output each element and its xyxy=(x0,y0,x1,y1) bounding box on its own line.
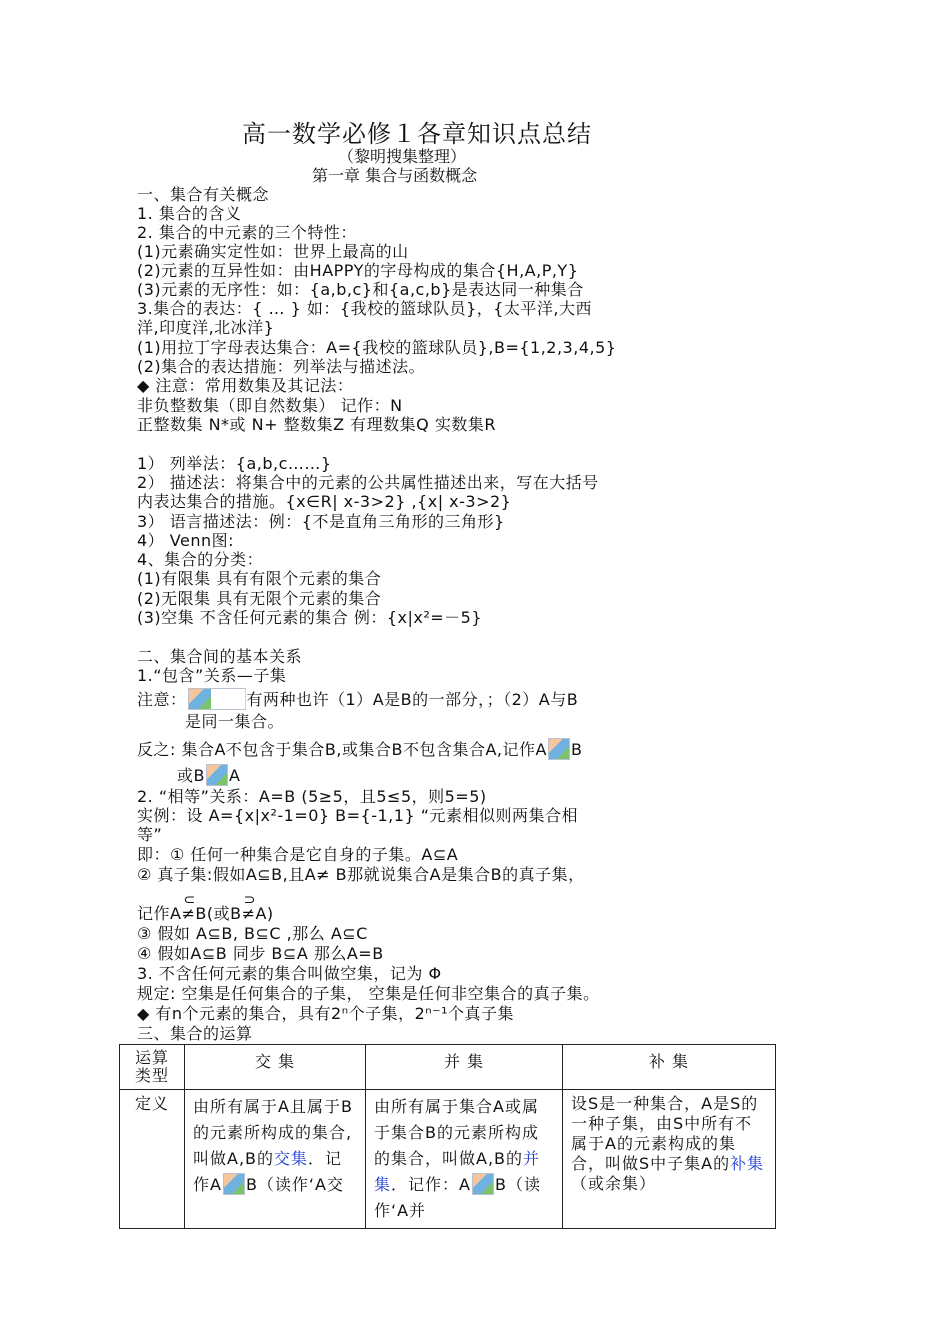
subset-ne-symbol: ⊂ ≠ xyxy=(181,892,196,923)
reverse-line xyxy=(177,764,240,786)
reverse-text: 反之: 集合A不包含于集合B,或集合B不包含集合A,记作A xyxy=(137,740,547,759)
document-title: 高一数学必修１各章知识点总结 xyxy=(242,120,592,148)
image-placeholder-icon xyxy=(188,688,246,710)
text-line: (2)集合的表达措施：列举法与描述法。 xyxy=(137,357,426,376)
image-placeholder-icon xyxy=(206,764,228,786)
text-line: 3. 不含任何元素的集合叫做空集，记为 Φ xyxy=(137,964,442,983)
table-cell: 定义 xyxy=(120,1090,185,1229)
text-line: 规定: 空集是任何集合的子集， 空集是任何非空集合的真子集。 xyxy=(137,984,600,1003)
proper-text: A) xyxy=(255,904,274,923)
text-line: 内表达集合的措施。{x∈R| x-3>2} ,{x| x-3>2} xyxy=(137,492,512,511)
table-header: 交 集 xyxy=(185,1045,366,1090)
image-placeholder-icon xyxy=(223,1173,245,1195)
proper-text: 记作A xyxy=(137,904,182,923)
text-line: 正整数集 N*或 N+ 整数集Z 有理数集Q 实数集R xyxy=(137,415,496,434)
cell-text: 由所有属于集合A或属于集合B的元素所构成的集合，叫做A,B的 xyxy=(374,1097,539,1168)
cell-text: B（读作‘A并 xyxy=(374,1175,541,1220)
text-line: 洋,印度洋,北冰洋} xyxy=(137,318,275,337)
text-line: 4、集合的分类： xyxy=(137,550,264,569)
section-heading: 三、集合的运算 xyxy=(137,1024,253,1043)
chapter-heading: 第一章 集合与函数概念 xyxy=(312,166,478,185)
set-operations-table xyxy=(119,1044,776,1229)
text-line: 实例：设 A={x|x²-1=0} B={-1,1} “元素相似则两集合相 xyxy=(137,806,579,825)
document-subtitle: （黎明搜集整理） xyxy=(338,147,467,166)
table-header-row xyxy=(120,1045,776,1090)
cell-term: 交集 xyxy=(274,1149,309,1168)
text-line: ◆ 有n个元素的集合，具有2ⁿ个子集，2ⁿ⁻¹个真子集 xyxy=(137,1004,515,1023)
cell-text: 由所有属于A且属于B的元素所构成的集合,叫做A,B的 xyxy=(193,1097,353,1168)
cell-term: 并集 xyxy=(374,1149,541,1194)
text-line: 是同一集合。 xyxy=(185,712,285,731)
text-line: (1)有限集 具有有限个元素的集合 xyxy=(137,569,382,588)
cell-text: 设S是一种集合，A是S的一种子集，由S中所有不属于A的元素构成的集合，叫做S中子集A的 xyxy=(571,1094,759,1173)
text-line: 非负整数集（即自然数集） 记作：N xyxy=(137,396,403,415)
text-line: ④ 假如A⊆B 同步 B⊆A 那么A=B xyxy=(137,944,384,963)
text-line: (3)空集 不含任何元素的集合 例：{x|x²=－5} xyxy=(137,608,483,627)
text-line: 4） Venn图: xyxy=(137,531,234,550)
text-line: ② 真子集:假如A⊆B,且A≠ B那就说集合A是集合B的真子集， xyxy=(137,865,585,884)
text-line: 3） 语言描述法：例：{不是直角三角形的三角形} xyxy=(137,512,505,531)
reverse-text: 或B xyxy=(177,766,205,785)
text-line: (1)用拉丁字母表达集合：A={我校的篮球队员},B={1,2,3,4,5} xyxy=(137,338,617,357)
text-line: 1. 集合的含义 xyxy=(137,204,242,223)
table-cell-complement xyxy=(563,1090,776,1229)
text-line: 二、集合间的基本关系 xyxy=(137,647,303,666)
text-line: (3)元素的无序性：如：{a,b,c}和{a,c,b}是表达同一种集合 xyxy=(137,280,584,299)
text-line: 3.集合的表达：{ … } 如：{我校的篮球队员}，{太平洋,大西 xyxy=(137,299,593,318)
cell-text: ．记作A xyxy=(193,1149,343,1194)
cell-text: （或余集） xyxy=(571,1174,657,1193)
image-placeholder-icon xyxy=(472,1173,494,1195)
note-label: 注意： xyxy=(137,690,187,709)
table-cell-intersection xyxy=(185,1090,366,1229)
table-cell-union xyxy=(366,1090,563,1229)
table-row xyxy=(120,1090,776,1229)
text-line: 1.“包含”关系—子集 xyxy=(137,666,287,685)
proper-text: B(或B xyxy=(195,904,242,923)
note-text: 有两种也许（1）A是B的一部分，；（2）A与B xyxy=(246,690,579,709)
superset-ne-symbol: ⊃ ≠ xyxy=(241,892,256,923)
text-line: ◆ 注意：常用数集及其记法： xyxy=(137,376,354,395)
text-line: (2)元素的互异性如：由HAPPY的字母构成的集合{H,A,P,Y} xyxy=(137,261,579,280)
text-line: 2） 描述法：将集合中的元素的公共属性描述出来，写在大括号 xyxy=(137,473,599,492)
table-header: 并 集 xyxy=(366,1045,563,1090)
table-header: 补 集 xyxy=(563,1045,776,1090)
text-line: (2)无限集 具有无限个元素的集合 xyxy=(137,589,382,608)
ne-symbol: ≠ xyxy=(241,904,256,923)
text-line: 一、集合有关概念 xyxy=(137,185,270,204)
table-header: 运算类型 xyxy=(120,1045,185,1090)
text-line: ③ 假如 A⊆B, B⊆C ,那么 A⊆C xyxy=(137,924,368,943)
proper-subset-line xyxy=(137,892,274,924)
text-line: 1） 列举法：{a,b,c……} xyxy=(137,454,332,473)
cell-text: ．记作：A xyxy=(391,1175,471,1194)
reverse-line xyxy=(137,738,582,760)
cell-text: B（读作‘A交 xyxy=(245,1175,344,1194)
reverse-text: A xyxy=(228,766,241,785)
reverse-text: B xyxy=(570,740,583,759)
image-placeholder-icon xyxy=(548,738,570,760)
ne-symbol: ≠ xyxy=(181,904,196,923)
text-line: (1)元素确实定性如：世界上最高的山 xyxy=(137,242,409,261)
text-line: 2. 集合的中元素的三个特性： xyxy=(137,223,357,242)
text-line: 等” xyxy=(137,825,163,844)
cell-term: 补集 xyxy=(730,1154,765,1173)
text-line: 2. “相等”关系：A=B (5≥5，且5≤5，则5=5) xyxy=(137,787,487,806)
text-line: 即：① 任何一种集合是它自身的子集。A⊆A xyxy=(137,845,459,864)
note-line xyxy=(137,688,578,710)
